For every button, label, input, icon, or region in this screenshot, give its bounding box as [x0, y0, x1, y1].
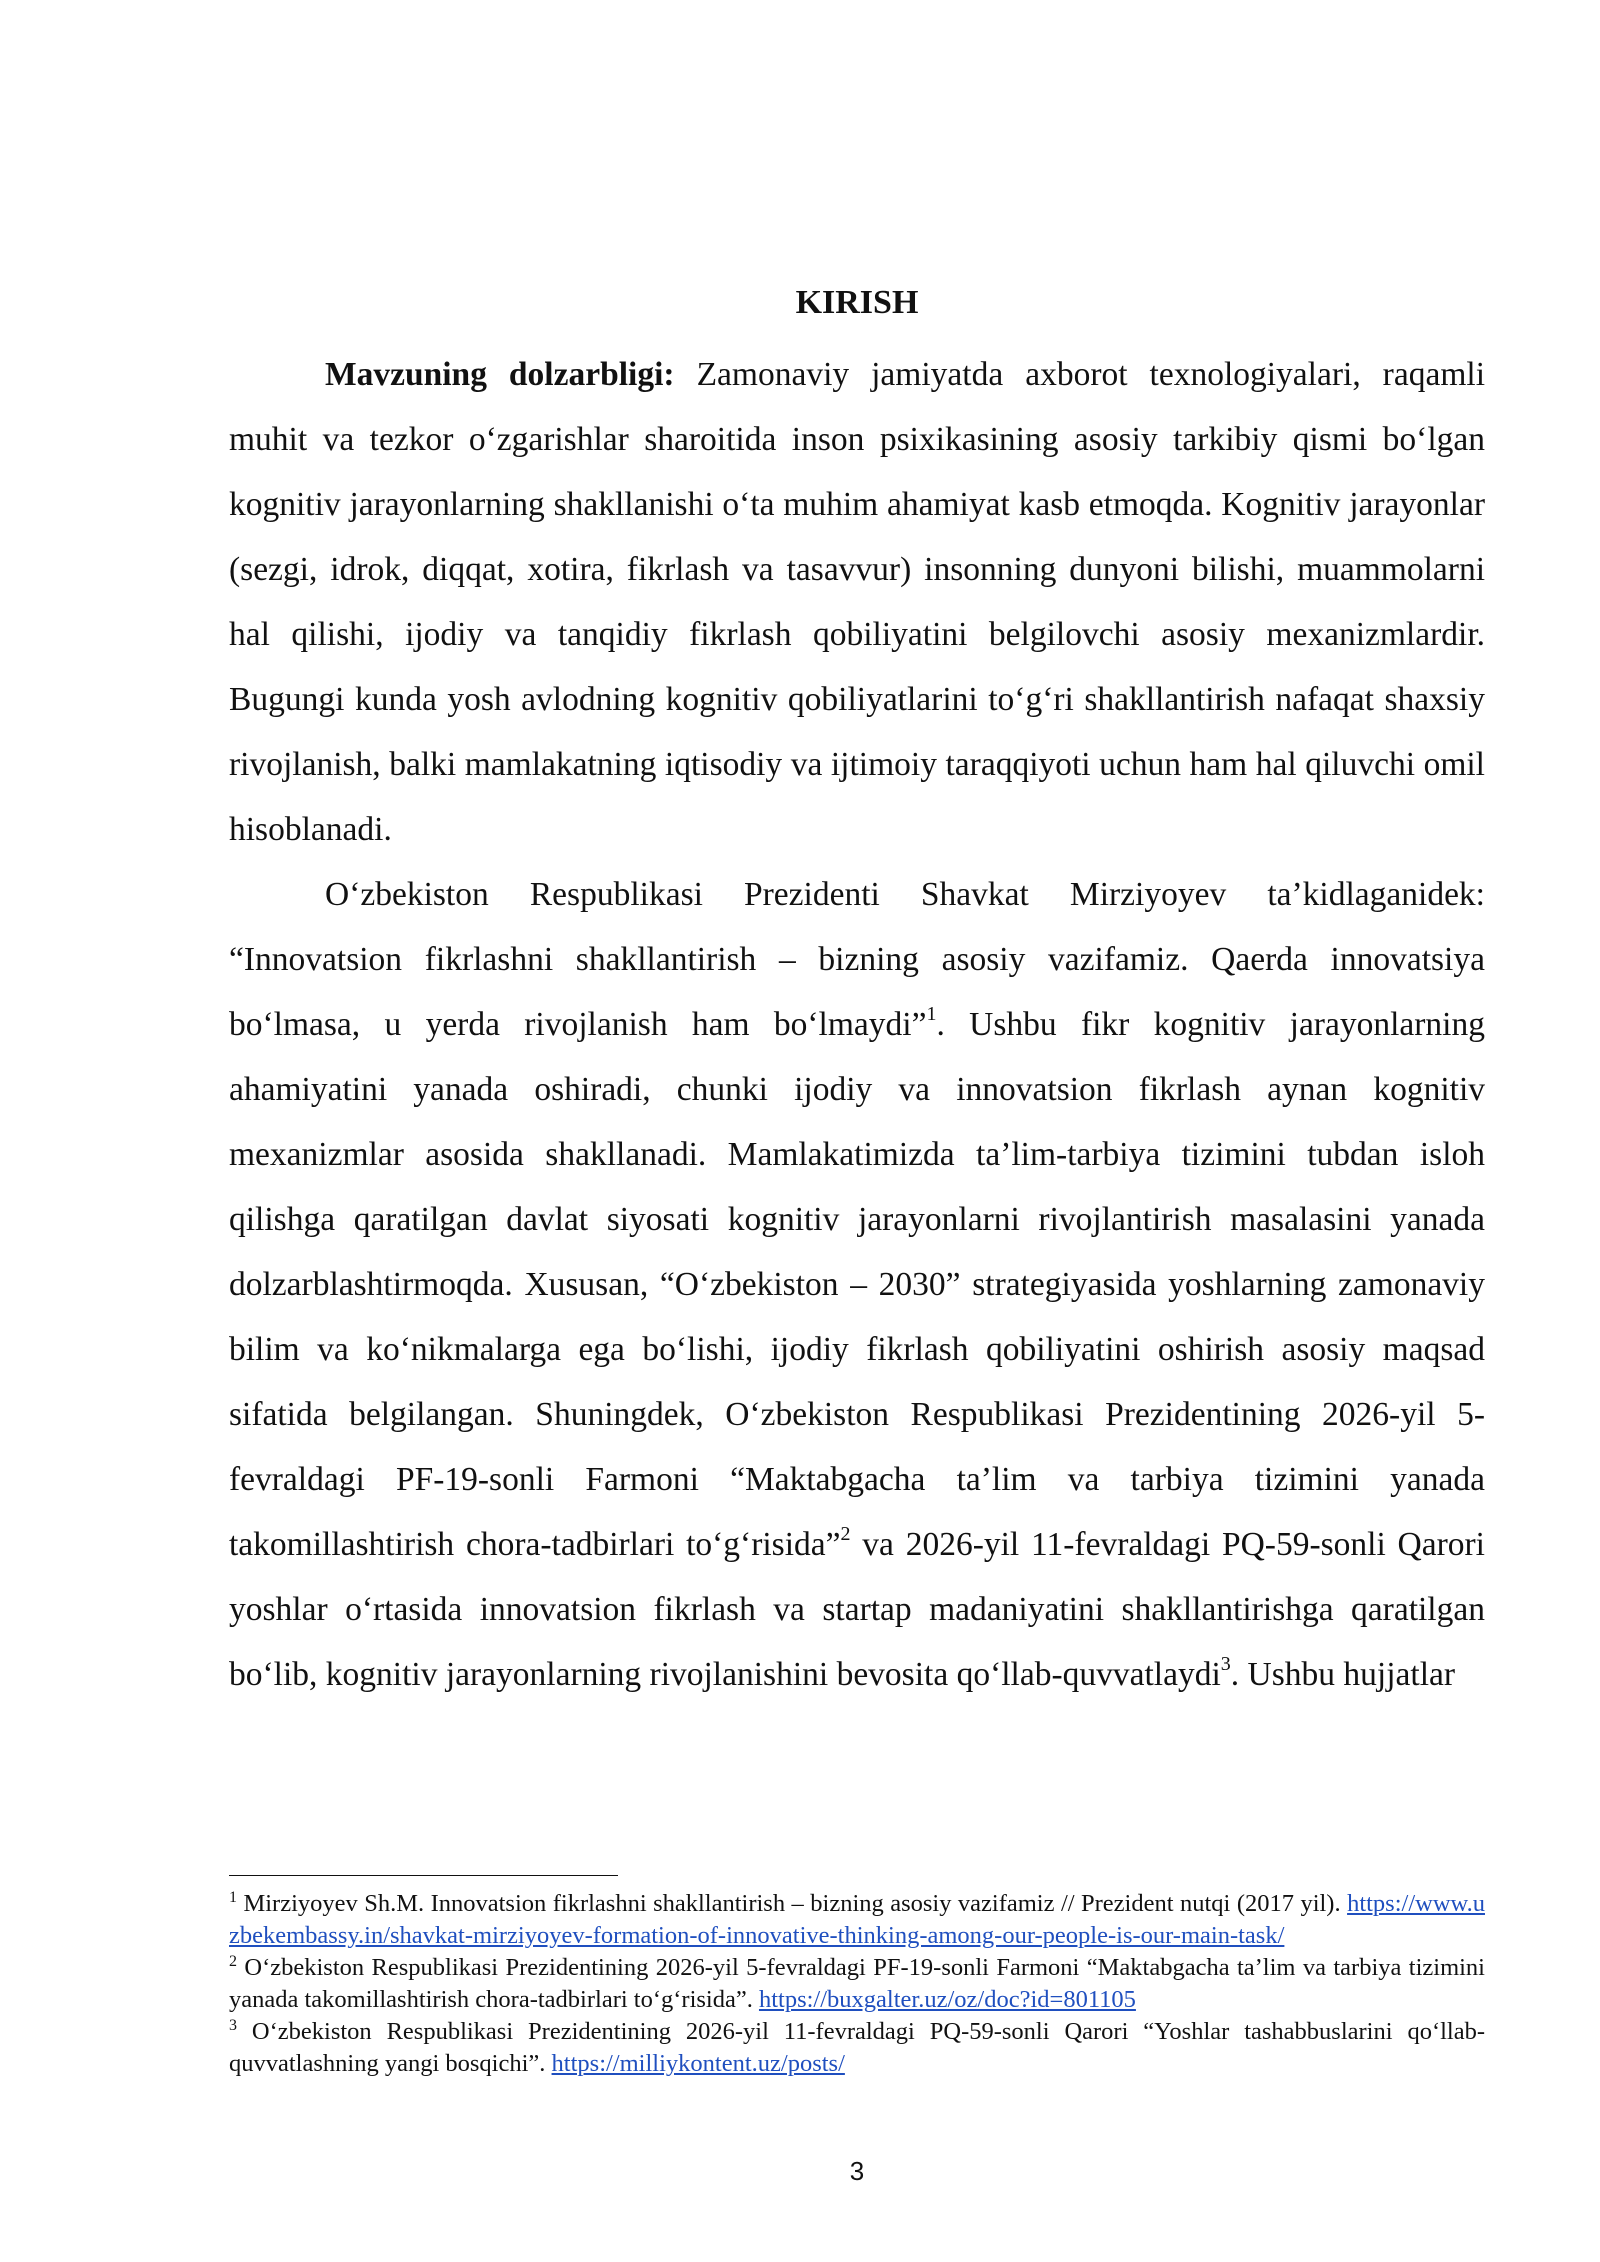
- body-text: [229, 342, 1485, 1707]
- footnote-text: O‘zbekiston Respublikasi Prezidentining 2026-yil 5-fevraldagi PF-19-sonli Farmoni “Maktabgacha ta’lim va tarbiya tizimini yanada takomillashtirish chora-tadbirlari to‘g‘risida”.: [229, 1954, 1485, 2013]
- quote-text-part1: O‘zbekiston Respublikasi Prezidenti Shavkat Mirziyoyev ta’kidlaganidek: “Innovatsion fikrlashni shakllantirish – bizning asosiy vazifamiz. Qaerda innovatsiya bo‘lmasa, u yerda rivojlanish ham bo‘lmaydi”: [229, 876, 1485, 1043]
- footnote-number: 3: [229, 2016, 237, 2034]
- relevance-text: Zamonaviy jamiyatda axborot texnologiyalari, raqamli muhit va tezkor o‘zgarishlar sharoitida inson psixikasining asosiy tarkibiy qismi bo‘lgan kognitiv jarayonlarning shakllanishi o‘ta muhim ahamiyat kasb etmoqda. Kognitiv jarayonlar (sezgi, idrok, diqqat, xotira, fikrlash va tasavvur) insonning dunyoni bilishi, muammolarni hal qilishi, ijodiy va tanqidiy fikrlash qobiliyatini belgilovchi asosiy mexanizmlardir. Bugungi kunda yosh avlodning kognitiv qobiliyatlarini to‘g‘ri shakllantirish nafaqat shaxsiy rivojlanish, balki mamlakatning iqtisodiy va ijtimoiy taraqqiyoti uchun ham hal qiluvchi omil hisoblanadi.: [229, 356, 1485, 848]
- footnote-link[interactable]: https://www.uzbekembassy.in/shavkat-mirziyoyev-formation-of-innovative-thinking-among-our-people-is-our-main-task/: [229, 1890, 1485, 1949]
- footnote-separator: [229, 1875, 618, 1876]
- footnote-link[interactable]: https://milliykontent.uz/posts/: [551, 2050, 845, 2077]
- footnote-1: [229, 1888, 1485, 1952]
- footnote-link[interactable]: https://buxgalter.uz/oz/doc?id=801105: [758, 1986, 1136, 2013]
- quote-text-part3: va 2026-yil 11-fevraldagi PQ-59-sonli Qarori yoshlar o‘rtasida innovatsion fikrlash va startap madaniyatini shakllantirishga qaratilgan bo‘lib, kognitiv jarayonlarning rivojlanishini bevosita qo‘llab-quvvatlaydi: [229, 1526, 1485, 1693]
- footnote-number: 2: [229, 1952, 237, 1970]
- paragraph-president-quote: [229, 862, 1485, 1707]
- quote-text-part2: . Ushbu fikr kognitiv jarayonlarning ahamiyatini yanada oshiradi, chunki ijodiy va innovatsion fikrlash aynan kognitiv mexanizmlar asosida shakllanadi. Mamlakatimizda ta’lim-tarbiya tizimini tubdan isloh qilishga qaratilgan davlat siyosati kognitiv jarayonlarni rivojlantirish masalasini yanada dolzarblashtirmoqda. Xususan, “O‘zbekiston – 2030” strategiyasida yoshlarning zamonaviy bilim va ko‘nikmalarga ega bo‘lishi, ijodiy fikrlash qobiliyatini oshirish asosiy maqsad sifatida belgilangan. Shuningdek, O‘zbekiston Respublikasi Prezidentining 2026-yil 5-fevraldagi PF-19-sonli Farmoni “Maktabgacha ta’lim va tarbiya tizimini yanada takomillashtirish chora-tadbirlari to‘g‘risida”: [229, 1006, 1485, 1563]
- footnote-text: O‘zbekiston Respublikasi Prezidentining 2026-yil 11-fevraldagi PQ-59-sonli Qarori “Yoshlar tashabbuslarini qo‘llab-quvvatlashning yangi bosqichi”.: [229, 2018, 1485, 2077]
- footnote-ref-2[interactable]: 2: [840, 1522, 851, 1545]
- quote-text-part4: . Ushbu hujjatlar: [1230, 1656, 1456, 1693]
- footnote-text: Mirziyoyev Sh.M. Innovatsion fikrlashni shakllantirish – bizning asosiy vazifamiz // Prezident nutqi (2017 yil).: [237, 1890, 1348, 1917]
- page-number: 3: [849, 2156, 865, 2186]
- paragraph-relevance: [229, 342, 1485, 862]
- footnotes: [229, 1888, 1485, 2080]
- footnote-ref-1[interactable]: 1: [926, 1002, 937, 1025]
- footnote-2: [229, 1952, 1485, 2016]
- relevance-lead: Mavzuning dolzarbligi:: [325, 356, 675, 393]
- section-heading: KIRISH: [795, 284, 919, 321]
- footnote-number: 1: [229, 1888, 237, 1906]
- footnote-3: [229, 2016, 1485, 2080]
- footnote-ref-3[interactable]: 3: [1220, 1652, 1231, 1675]
